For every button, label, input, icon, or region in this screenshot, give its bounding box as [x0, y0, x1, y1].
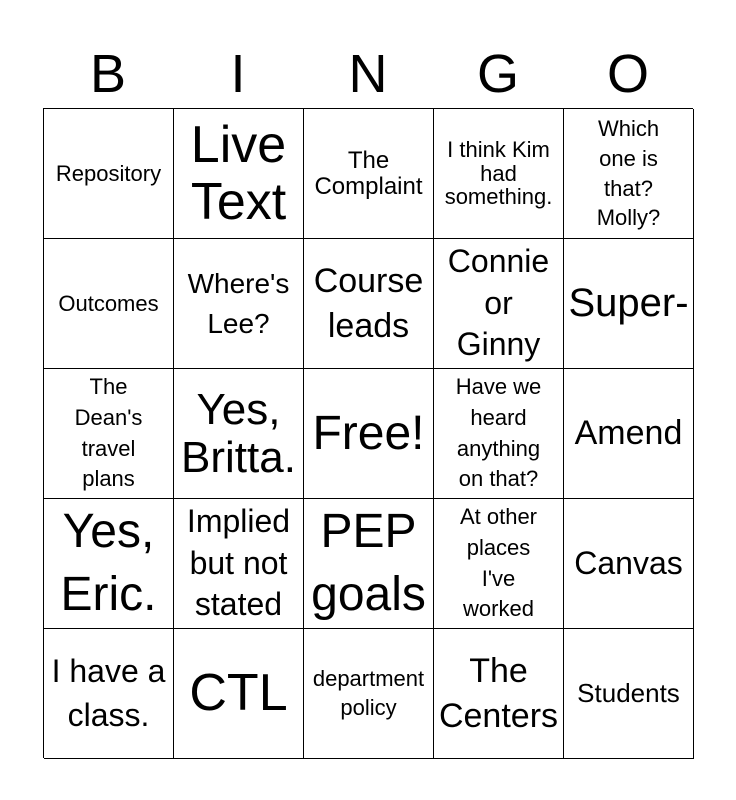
- bingo-cell[interactable]: [174, 109, 304, 239]
- header-letter-i: I: [230, 44, 246, 104]
- header-letter-g: G: [476, 44, 519, 104]
- cell-text: Live Text: [190, 116, 287, 231]
- bingo-cell[interactable]: [434, 629, 564, 759]
- cell-text: Canvas: [574, 545, 683, 582]
- bingo-cell[interactable]: [564, 109, 694, 239]
- cell-text: Free!: [312, 406, 425, 460]
- cell-text: Yes, Britta.: [181, 384, 296, 482]
- cell-text: The Complaint: [314, 146, 423, 200]
- cell-text: I think Kim had something.: [444, 136, 553, 210]
- bingo-cell[interactable]: [44, 369, 174, 499]
- bingo-cell[interactable]: [304, 629, 434, 759]
- bingo-cell[interactable]: [304, 499, 434, 629]
- bingo-cell[interactable]: [44, 239, 174, 369]
- cell-text: Where's Lee?: [187, 267, 290, 339]
- bingo-cell[interactable]: [564, 629, 694, 759]
- bingo-cell[interactable]: [564, 369, 694, 499]
- bingo-cell[interactable]: [174, 369, 304, 499]
- bingo-cell[interactable]: [304, 369, 434, 499]
- bingo-header: [43, 40, 693, 108]
- cell-text: Outcomes: [58, 290, 159, 316]
- cell-text: Students: [577, 678, 680, 709]
- bingo-cell[interactable]: [44, 499, 174, 629]
- bingo-cell[interactable]: [174, 239, 304, 369]
- bingo-cell[interactable]: [174, 499, 304, 629]
- bingo-cell[interactable]: [44, 109, 174, 239]
- cell-text: department policy: [312, 665, 425, 720]
- cell-text: Yes, Eric.: [60, 505, 157, 621]
- cell-text: At other places I've worked: [459, 503, 538, 622]
- cell-text: Super-: [568, 280, 689, 325]
- bingo-cell[interactable]: [434, 109, 564, 239]
- cell-text: Course leads: [313, 262, 424, 345]
- cell-text: Repository: [55, 160, 162, 186]
- cell-text: The Centers: [438, 652, 559, 735]
- cell-text: Amend: [574, 414, 683, 453]
- header-letter-n: N: [348, 44, 388, 104]
- header-letter-o: O: [606, 44, 649, 104]
- bingo-cell[interactable]: [434, 499, 564, 629]
- bingo-cell[interactable]: [434, 239, 564, 369]
- cell-text: CTL: [189, 664, 288, 723]
- bingo-cell[interactable]: [564, 239, 694, 369]
- cell-text: The Dean's travel plans: [74, 373, 143, 492]
- cell-text: Which one is that? Molly?: [596, 115, 661, 231]
- bingo-cell[interactable]: [44, 629, 174, 759]
- header-letter-b: B: [89, 44, 127, 104]
- bingo-cell[interactable]: [304, 109, 434, 239]
- bingo-cell[interactable]: [174, 629, 304, 759]
- cell-text: I have a class.: [51, 653, 166, 733]
- cell-text: Connie or Ginny: [447, 243, 550, 363]
- bingo-cell[interactable]: [564, 499, 694, 629]
- cell-text: PEP goals: [311, 505, 426, 621]
- bingo-grid: [43, 108, 693, 758]
- bingo-cell[interactable]: [434, 369, 564, 499]
- bingo-cell[interactable]: [304, 239, 434, 369]
- cell-text: Implied but not stated: [186, 503, 291, 623]
- cell-text: Have we heard anything on that?: [455, 373, 542, 492]
